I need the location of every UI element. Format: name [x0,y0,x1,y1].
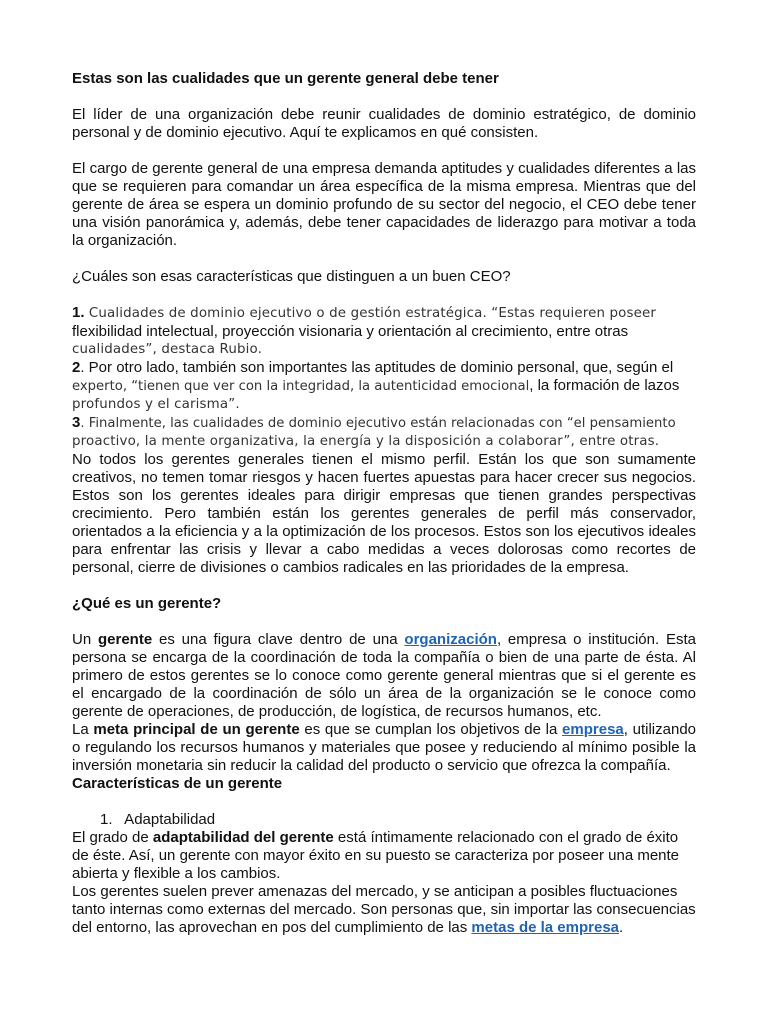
item-2-number: 2 [72,359,81,376]
list-item-3: 3. Finalmente, las cualidades de dominio ejecutivo están relacionadas con “el pensamiento proactivo, la mente organizativa, la energía y la disposición a colaborar”, entre otras. [72,414,676,449]
intro-paragraph: El líder de una organización debe reunir cualidades de dominio estratégico, de dominio personal y de dominio ejecutivo. Aquí te explicamos en qué consisten. [72,106,696,141]
heading-caracteristicas: Características de un gerente [72,775,283,792]
list-item-2: 2. Por otro lado, también son importantes las aptitudes de dominio personal, que, según el experto, “tienen que ver con la integridad, la autenticidad emocional, la formación de lazos profundos y el carisma”. [72,359,680,412]
heading-cualidades: Estas son las cualidades que un gerente general debe tener [72,70,499,87]
paragraph-perfiles: No todos los gerentes generales tienen el mismo perfil. Están los que son sumamente creativos, no temen tomar riesgos y hacen fuertes apuestas para hacer crecer sus negocios. Estos son los gerentes ideales para dirigir empresas que tienen grandes perspectivas crecimiento. Pero también están los gerentes generales de perfil más conservador, orientados a la eficiencia y a la optimización de los procesos. Estos son los ejecutivos ideales para enfrentar las crisis y llevar a cabo medidas a veces dolorosas como recortes de personal, cierre de divisiones o cambios radicales en las prioridades de la empresa. [72,451,696,576]
paragraph-meta-principal: La meta principal de un gerente es que se cumplan los objetivos de la empresa, utilizando o regulando los recursos humanos y materiales que posee y reduciendo al mínimo posible la inversión monetaria sin reducir la calidad del producto o servicio que ofrezca la compañía. [72,721,696,774]
question-line: ¿Cuáles son esas características que distinguen a un buen CEO? [72,268,511,285]
link-organizacion[interactable]: organización [404,631,497,648]
paragraph-adaptabilidad: El grado de adaptabilidad del gerente está íntimamente relacionado con el grado de éxito de éste. Así, un gerente con mayor éxito en su puesto se caracteriza por poseer una mente abierta y flexible a los cambios. [72,829,680,882]
item-1-number: 1. [72,304,85,321]
item-3-number: 3 [72,414,81,431]
heading-que-es-gerente: ¿Qué es un gerente? [72,595,222,612]
link-empresa[interactable]: empresa [562,721,624,738]
link-metas-empresa[interactable]: metas de la empresa [471,919,620,936]
paragraph-amenazas: Los gerentes suelen prever amenazas del mercado, y se anticipan a posibles fluctuaciones tanto internas como externas del mercado. Son personas que, sin importar las consecuencias del entorno, las aprovechan en pos del cumplimiento de las metas de la empresa. [72,883,696,936]
paragraph-cargo: El cargo de gerente general de una empresa demanda aptitudes y cualidades diferentes a las que se requieren para comandar un área específica de la misma empresa. Mientras que del gerente de área se espera un dominio profundo de su sector del negocio, el CEO debe tener una visión panorámica y, además, debe tener capacidades de liderazgo para motivar a toda la organización. [72,160,696,249]
paragraph-gerente-definicion: Un gerente es una figura clave dentro de una organización, empresa o institución. Esta persona se encarga de la coordinación de toda la compañía o bien de una parte de ésta. Al primero de estos gerentes se lo conoce como gerente general mientras que si el gerente es el encargado de la coordinación de sólo un área de la organización se le conoce como gerente de operaciones, de producción, de logística, de recursos humanos, etc. [72,631,696,720]
list-item-adaptabilidad: 1. Adaptabilidad [100,811,216,828]
list-item-1: 1. Cualidades de dominio ejecutivo o de gestión estratégica. “Estas requieren poseer flexibilidad intelectual, proyección visionaria y orientación al crecimiento, entre otras cualidades”, destaca Rubio. [72,304,657,357]
